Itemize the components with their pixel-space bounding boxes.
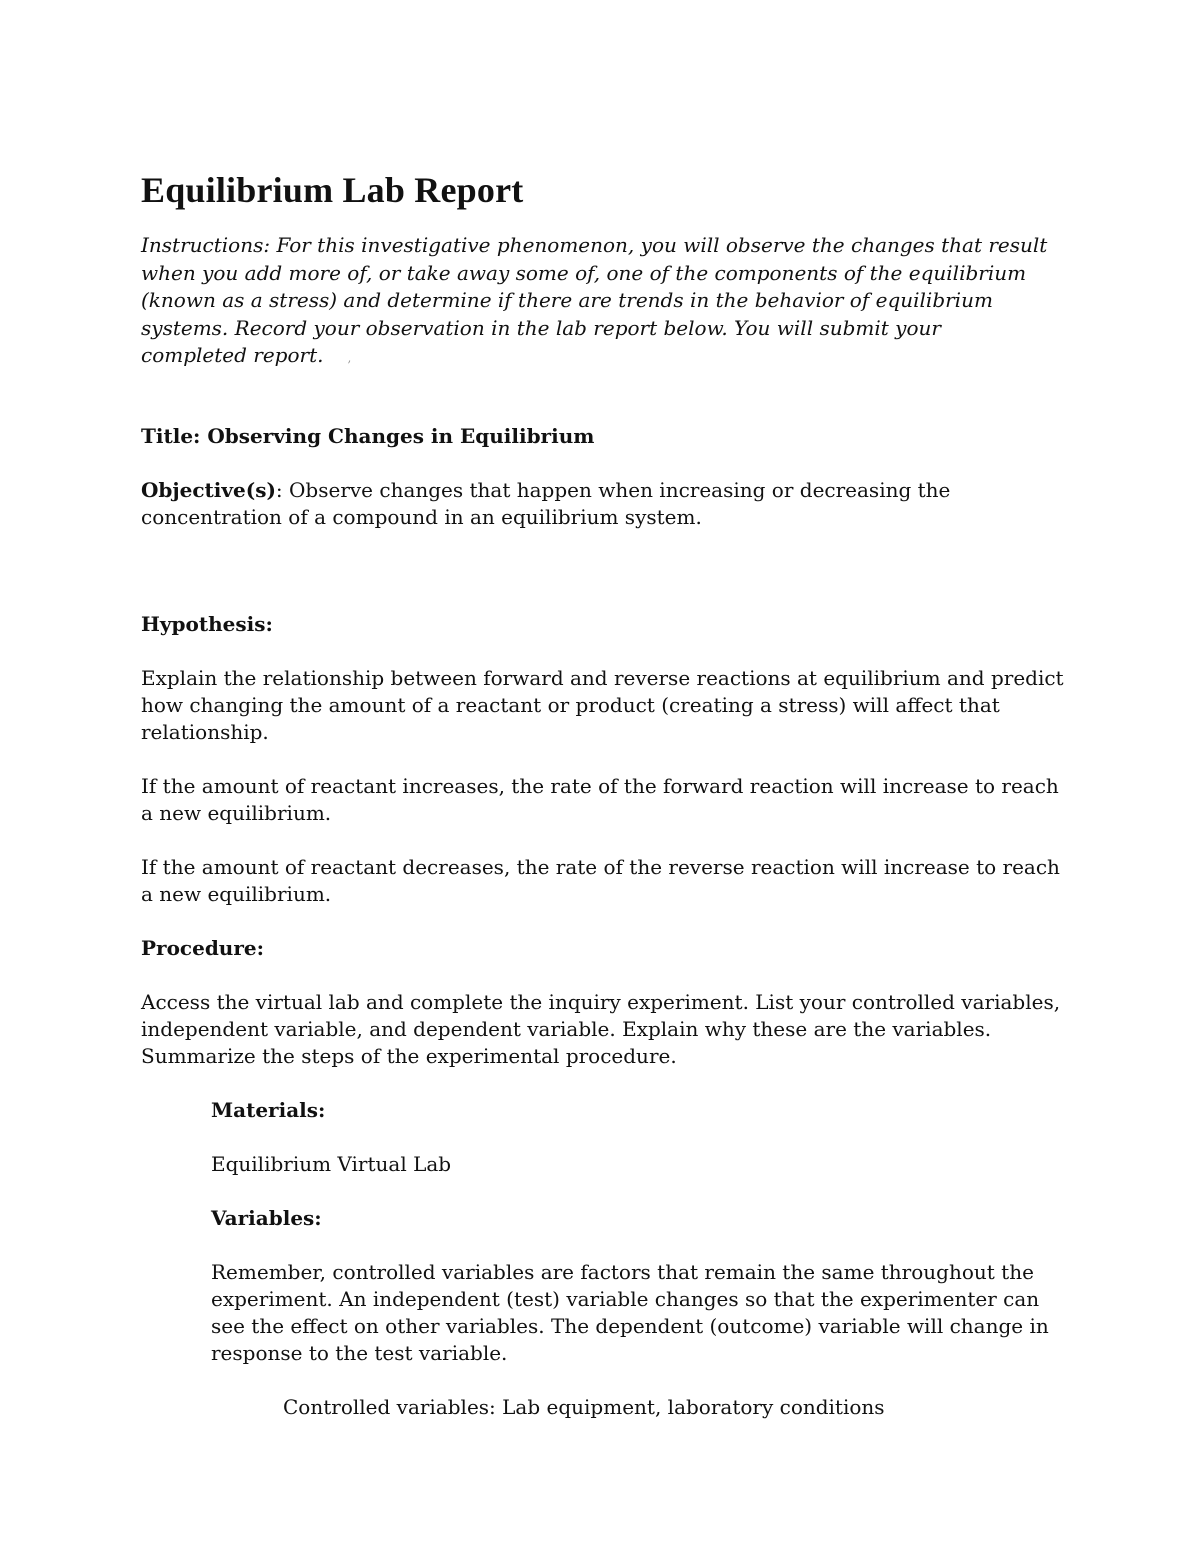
objective-paragraph bbox=[141, 477, 1071, 531]
hypothesis-answer-decrease: If the amount of reactant decreases, the rate of the reverse reaction will increase to reach a new equilibrium. bbox=[141, 854, 1060, 906]
controlled-variables: Controlled variables: Lab equipment, laboratory conditions bbox=[283, 1394, 885, 1419]
hypothesis-prompt: Explain the relationship between forward and reverse reactions at equilibrium and predict how changing the amount of a reactant or product (creating a stress) will affect that relationship. bbox=[141, 665, 1064, 744]
materials-text: Equilibrium Virtual Lab bbox=[211, 1151, 452, 1176]
hypothesis-heading: Hypothesis: bbox=[141, 611, 273, 636]
instructions-text: Instructions: For this investigative phenomenon, you will observe the changes that result when you add more of, or take away some of, one of the components of the equilibrium (known as a stress) and determine if there are trends in the behavior of equilibrium systems. Record your observation in the lab report below. You will submit your completed report. bbox=[141, 233, 1048, 367]
hypothesis-answer-increase: If the amount of reactant increases, the rate of the forward reaction will increase to reach a new equilibrium. bbox=[141, 773, 1059, 825]
report-title: Title: Observing Changes in Equilibrium bbox=[141, 423, 595, 448]
variables-heading: Variables: bbox=[211, 1205, 322, 1230]
materials-heading: Materials: bbox=[211, 1097, 326, 1122]
document-body bbox=[141, 168, 1071, 1421]
objective-text: : Observe changes that happen when increasing or decreasing the concentration of a compound in an equilibrium system. bbox=[141, 477, 951, 529]
objective-label: Objective(s) bbox=[141, 477, 276, 502]
procedure-text: Access the virtual lab and complete the inquiry experiment. List your controlled variables, independent variable, and dependent variable. Explain why these are the variables. Summarize the steps of the experimental procedure. bbox=[141, 989, 1061, 1068]
procedure-heading: Procedure: bbox=[141, 935, 264, 960]
instructions-paragraph bbox=[141, 232, 1051, 373]
variables-text: Remember, controlled variables are factors that remain the same throughout the experiment. An independent (test) variable changes so that the experimenter can see the effect on other variables. The dependent (outcome) variable will change in response to the test variable. bbox=[211, 1259, 1049, 1365]
instructions-mark: , bbox=[347, 351, 352, 365]
document-title: Equilibrium Lab Report bbox=[141, 170, 524, 210]
